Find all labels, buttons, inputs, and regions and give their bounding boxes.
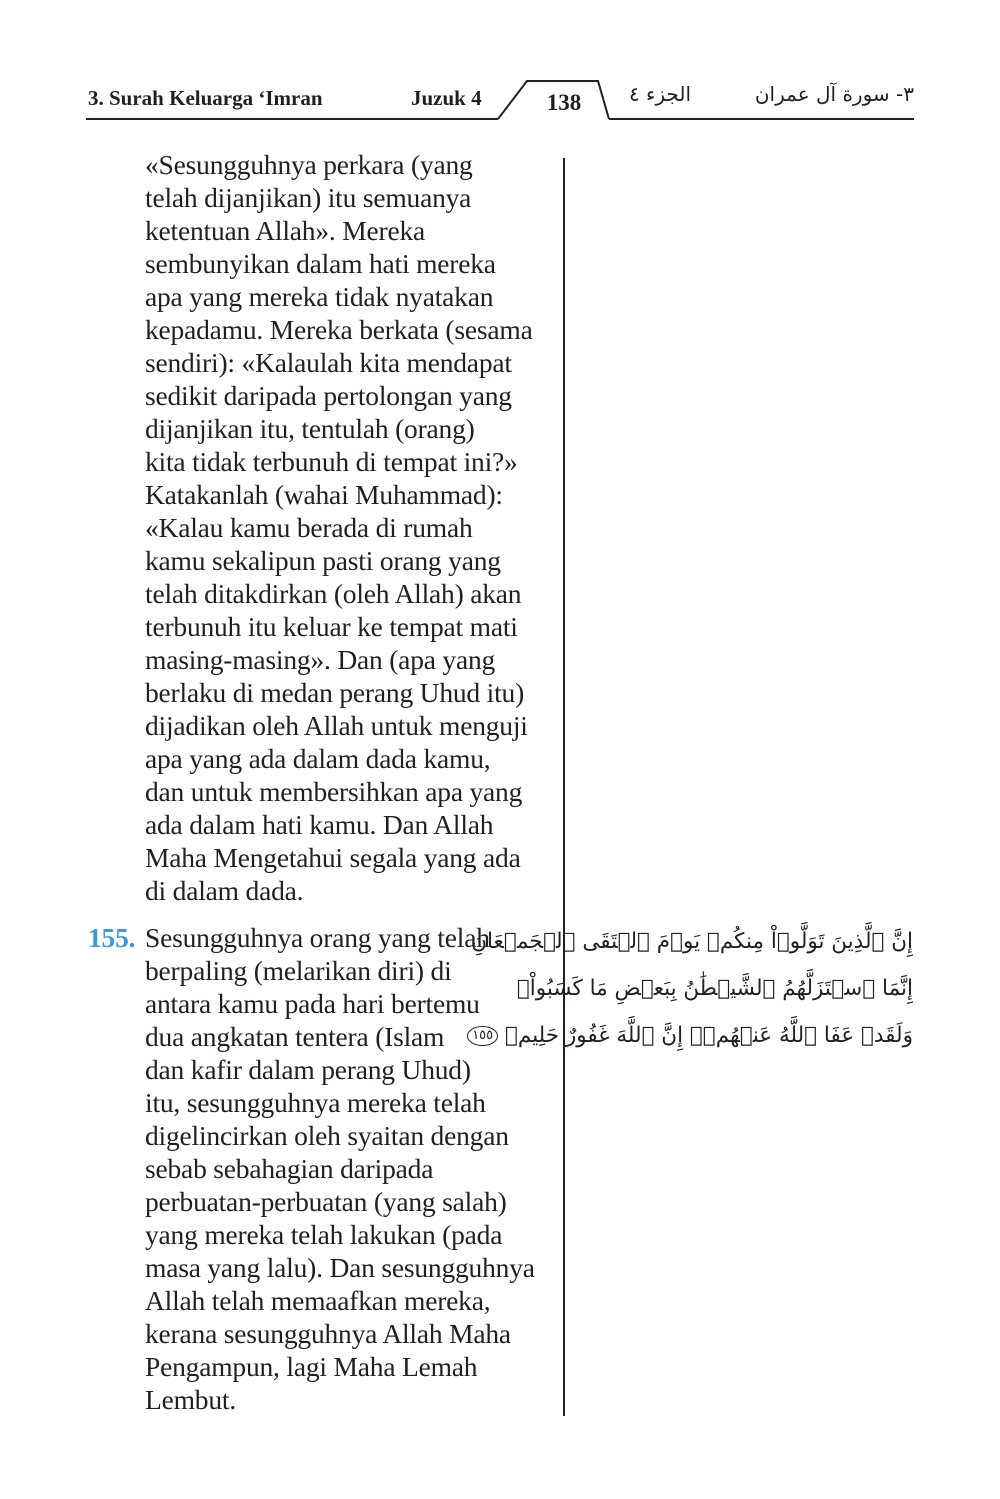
text-line: apa yang ada dalam dada kamu,	[145, 743, 491, 774]
text-line: berpaling (melarikan diri) di	[145, 955, 452, 986]
text-line: sembunyikan dalam hati mereka	[145, 248, 496, 279]
text-line: ketentuan Allah». Mereka	[145, 215, 426, 246]
text-line: dan kafir dalam perang Uhud)	[145, 1054, 471, 1085]
text-line: Sesungguhnya orang yang telah	[145, 922, 490, 953]
text-line: telah dijanjikan) itu semuanya	[145, 182, 472, 213]
verse-number: 155.	[88, 922, 136, 953]
arabic-line-1: إِنَّ ٱلَّذِينَ تَوَلَّوۡاْ مِنكُمۡ يَوۡمَ ٱلۡتَقَى ٱلۡجَمۡعَانِ	[471, 929, 913, 954]
text-line: antara kamu pada hari bertemu	[145, 988, 480, 1019]
text-line: Lembut.	[145, 1384, 237, 1415]
page-number: 138	[546, 90, 582, 115]
text-line: kepadamu. Mereka berkata (sesama	[145, 314, 533, 345]
ayah-number-marker: ١٥٥	[467, 1026, 498, 1046]
column-divider	[563, 158, 565, 1416]
header-surah-arabic: ٣- سورة آل عمران	[754, 82, 914, 106]
text-line: sebab sebahagian daripada	[145, 1153, 434, 1184]
text-line: «Sesungguhnya perkara (yang	[145, 149, 473, 180]
text-line: kerana sesungguhnya Allah Maha	[145, 1318, 511, 1349]
text-line: ada dalam hati kamu. Dan Allah	[145, 809, 494, 840]
arabic-line-3	[472, 1012, 913, 1059]
text-line: terbunuh itu keluar ke tempat mati	[145, 611, 518, 642]
text-line: dua angkatan tentera (Islam	[145, 1021, 445, 1052]
text-line: dijadikan oleh Allah untuk menguji	[145, 710, 528, 741]
text-line: Pengampun, lagi Maha Lemah	[145, 1351, 478, 1382]
text-line: di dalam dada.	[145, 875, 304, 906]
verse-155-block	[88, 921, 563, 1416]
text-line: digelincirkan oleh syaitan dengan	[145, 1120, 509, 1151]
text-line: «Kalau kamu berada di rumah	[145, 512, 473, 543]
text-line: dijanjikan itu, tentulah (orang)	[145, 413, 475, 444]
header-surah-title: 3. Surah Keluarga ‘Imran	[88, 86, 323, 110]
text-line: Maha Mengetahui segala yang ada	[145, 842, 521, 873]
verse-155-text	[88, 921, 563, 1416]
page-header	[0, 0, 1000, 130]
text-line: berlaku di medan perang Uhud itu)	[145, 677, 525, 708]
header-juzuk: Juzuk 4	[411, 86, 482, 110]
arabic-line-3-text: وَلَقَدۡ عَفَا ٱللَّهُ عَنۡهُمۡۗ إِنَّ ٱللَّهَ غَفُورٌ حَلِيمٞ	[504, 1023, 913, 1048]
text-line: kita tidak terbunuh di tempat ini?»	[145, 446, 518, 477]
text-line: itu, sesungguhnya mereka telah	[145, 1087, 486, 1118]
text-line: sendiri): «Kalaulah kita mendapat	[145, 347, 512, 378]
header-juz-arabic: الجزء ٤	[628, 82, 692, 106]
text-line: perbuatan-perbuatan (yang salah)	[145, 1186, 507, 1217]
text-line: Allah telah memaafkan mereka,	[145, 1285, 491, 1316]
text-line: dan untuk membersihkan apa yang	[145, 776, 523, 807]
text-line: kamu sekalipun pasti orang yang	[145, 545, 501, 576]
arabic-line-2: إِنَّمَا ٱسۡتَزَلَّهُمُ ٱلشَّيۡطَٰنُ بِبَعۡضِ مَا كَسَبُواْۖ	[516, 976, 913, 1001]
text-line: telah ditakdirkan (oleh Allah) akan	[145, 578, 522, 609]
verse-154-continuation	[88, 148, 563, 907]
text-line: masing-masing». Dan (apa yang	[145, 644, 496, 675]
translation-column	[88, 148, 563, 1416]
arabic-verse-155	[471, 918, 913, 1059]
text-line: masa yang lalu). Dan sesungguhnya	[145, 1252, 535, 1283]
text-line: Katakanlah (wahai Muhammad):	[145, 479, 503, 510]
text-line: apa yang mereka tidak nyatakan	[145, 281, 494, 312]
text-line: yang mereka telah lakukan (pada	[145, 1219, 503, 1250]
text-line: sedikit daripada pertolongan yang	[145, 380, 512, 411]
